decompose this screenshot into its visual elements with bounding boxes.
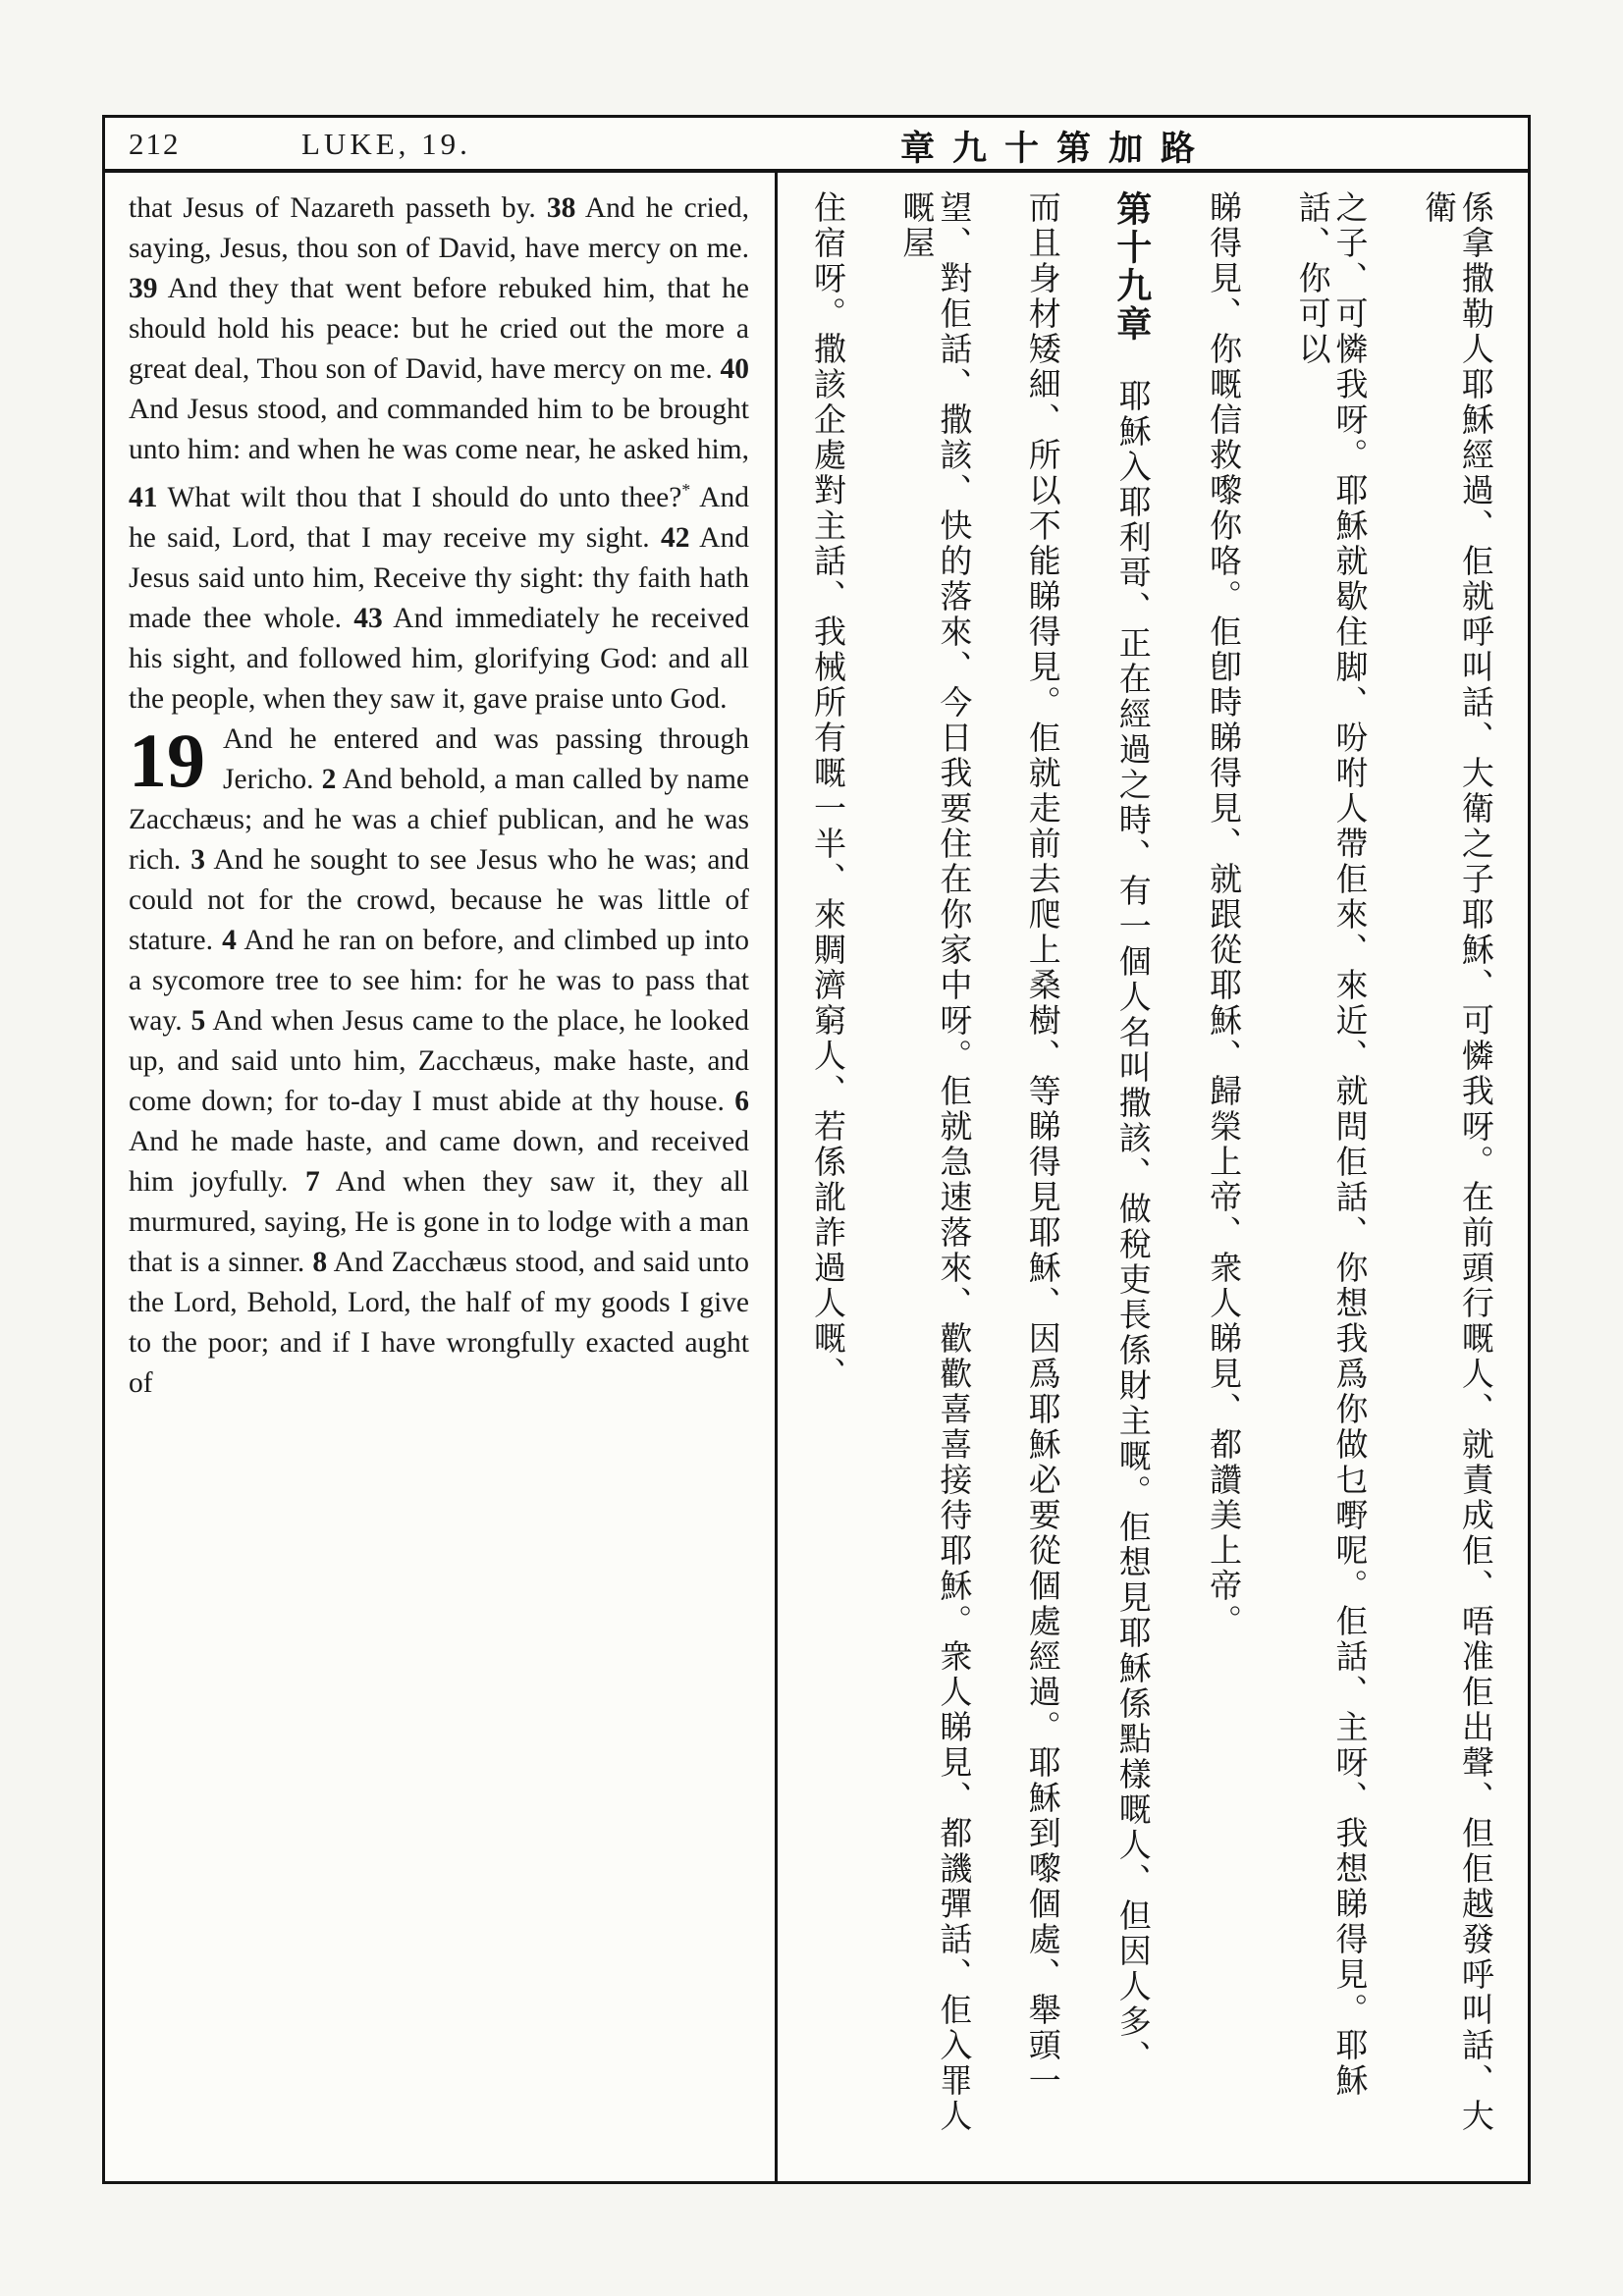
chinese-column-text: 住宿呀。撒該企處對主話、我械所有嘅一半、來賙濟窮人、若係訛詐過人嘅、 — [808, 190, 844, 1392]
verse-text: And immediately he received his sight, and followed him, glorifying God: and all the people, when they saw it, gave praise unto God. — [129, 602, 749, 715]
scanned-page — [102, 115, 1531, 2184]
verse-number: 7 — [305, 1165, 320, 1198]
chinese-column-text: 望、對佢話、撒該、快的落來、今日我要住在你家中呀。佢就急速落來、歡歡喜喜接待耶穌。衆人睇見、都譏彈話、佢入罪人嘅屋 — [897, 190, 971, 2134]
header-title-chinese: 章九十第加路 — [900, 130, 1214, 168]
verse-number: 39 — [129, 273, 158, 304]
verse-number: 3 — [190, 843, 205, 876]
verse-text: that Jesus of Nazareth passeth by. — [129, 192, 547, 224]
verse-number: 38 — [546, 192, 576, 224]
header-title-english: LUKE, 19. — [301, 127, 471, 161]
verse-number: 42 — [660, 521, 690, 554]
verse-text: What wilt thou that I should do unto thee? — [157, 481, 682, 513]
chinese-chapter-heading: 第十九章 — [1111, 190, 1152, 344]
verse-number: 6 — [734, 1085, 749, 1117]
chinese-column — [1292, 190, 1367, 2160]
chinese-text-section — [778, 173, 1528, 2181]
chinese-column — [895, 190, 970, 2160]
verse-number: 41 — [129, 481, 158, 513]
verse-text: And he cried, saying, Jesus, thou son of David, have mercy on me. — [129, 192, 749, 264]
chinese-column-text: 睇得見、你嘅信救嚟你咯。佢卽時睇得見、就跟從耶穌、歸榮上帝、衆人睇見、都讚美上帝。 — [1205, 190, 1241, 1639]
chapter-19-text — [129, 717, 750, 1399]
verse-text: And he sought to see Jesus who he was; and could not for the crowd, because he was little of stature. — [129, 843, 749, 956]
chinese-column — [1110, 190, 1151, 2160]
verse-number: 4 — [222, 924, 237, 956]
page-body — [105, 173, 1528, 2181]
verse-text: And he ran on before, and climbed up into a sycomore tree to see him: for he was to pass that way. — [129, 924, 749, 1037]
verse-text: And behold, a man called by name Zacchæus; and he was a chief publican, and he was rich. — [129, 763, 750, 876]
verse-text: And he said, Lord, that I may receive my sight. — [129, 481, 749, 554]
chinese-column-text: 係拿撒勒人耶穌經過、佢就呼叫話、大衛之子耶穌、可憐我呀。在前頭行嘅人、就責成佢、唔准佢出聲、但佢越發呼叫話、大衛 — [1419, 190, 1492, 2134]
verse-number: 40 — [720, 353, 749, 385]
page-header — [105, 118, 1528, 173]
chinese-column — [1418, 190, 1492, 2160]
verse-text: And Jesus stood, and commanded him to be brought unto him: and when he was come near, he asked him, — [129, 394, 749, 465]
verse-text: And when they saw it, they all murmured, saying, He is gone in to lodge with a man that is a sinner. — [129, 1165, 749, 1278]
chinese-column-text: 耶穌入耶利哥、正在經過之時、有一個人名叫撒該、做稅吏長係財主嘅。佢想見耶穌係點樣嘅人、但因人多、 — [1113, 379, 1150, 2075]
chinese-column — [807, 190, 844, 2160]
verse-text: And when Jesus came to the place, he looked up, and said unto him, Zacchæus, make haste, and come down; for to-day I must abide at thy house. — [129, 1004, 750, 1117]
chinese-column — [1022, 190, 1059, 2160]
verse-number: 5 — [190, 1004, 206, 1037]
verse-number: 8 — [312, 1246, 328, 1278]
verse-text: And Jesus said unto him, Receive thy sight: thy faith hath made thee whole. — [129, 521, 749, 634]
footnote-mark: * — [681, 480, 691, 500]
chinese-column-text: 而且身材矮細、所以不能睇得見。佢就走前去爬上桑樹、等睇得見耶穌、因爲耶穌必要從個處經過。耶穌到嚟個處、舉頭一 — [1023, 190, 1059, 2099]
chapter-number-drop-cap: 19 — [129, 717, 205, 803]
page-number: 212 — [129, 127, 181, 161]
chinese-column — [1203, 190, 1240, 2160]
chinese-column-text: 之子、可憐我呀。耶穌就歇住脚、吩咐人帶佢來、來近、就問佢話、你想我爲你做乜嘢呢。佢話、主呀、我想睇得見。耶穌話、你可以 — [1293, 190, 1367, 2099]
verse-text: And they that went before rebuked him, that he should hold his peace: but he cried out the more a great deal, Thou son of David, have mercy on me. — [129, 273, 749, 385]
verse-text: And he made haste, and came down, and received him joyfully. — [129, 1125, 749, 1198]
verse-text: And Zacchæus stood, and said unto the Lord, Behold, Lord, the half of my goods I give to the poor; and if I have wrongfully exacted aught of — [129, 1246, 749, 1399]
english-paragraph-pre-chapter — [129, 188, 749, 720]
verse-number: 43 — [353, 602, 383, 634]
english-text-column — [105, 173, 775, 2181]
verse-text: And he entered and was passing through Jericho. — [223, 722, 749, 795]
verse-number: 2 — [321, 763, 337, 795]
english-paragraph-chapter-19 — [129, 717, 750, 1404]
